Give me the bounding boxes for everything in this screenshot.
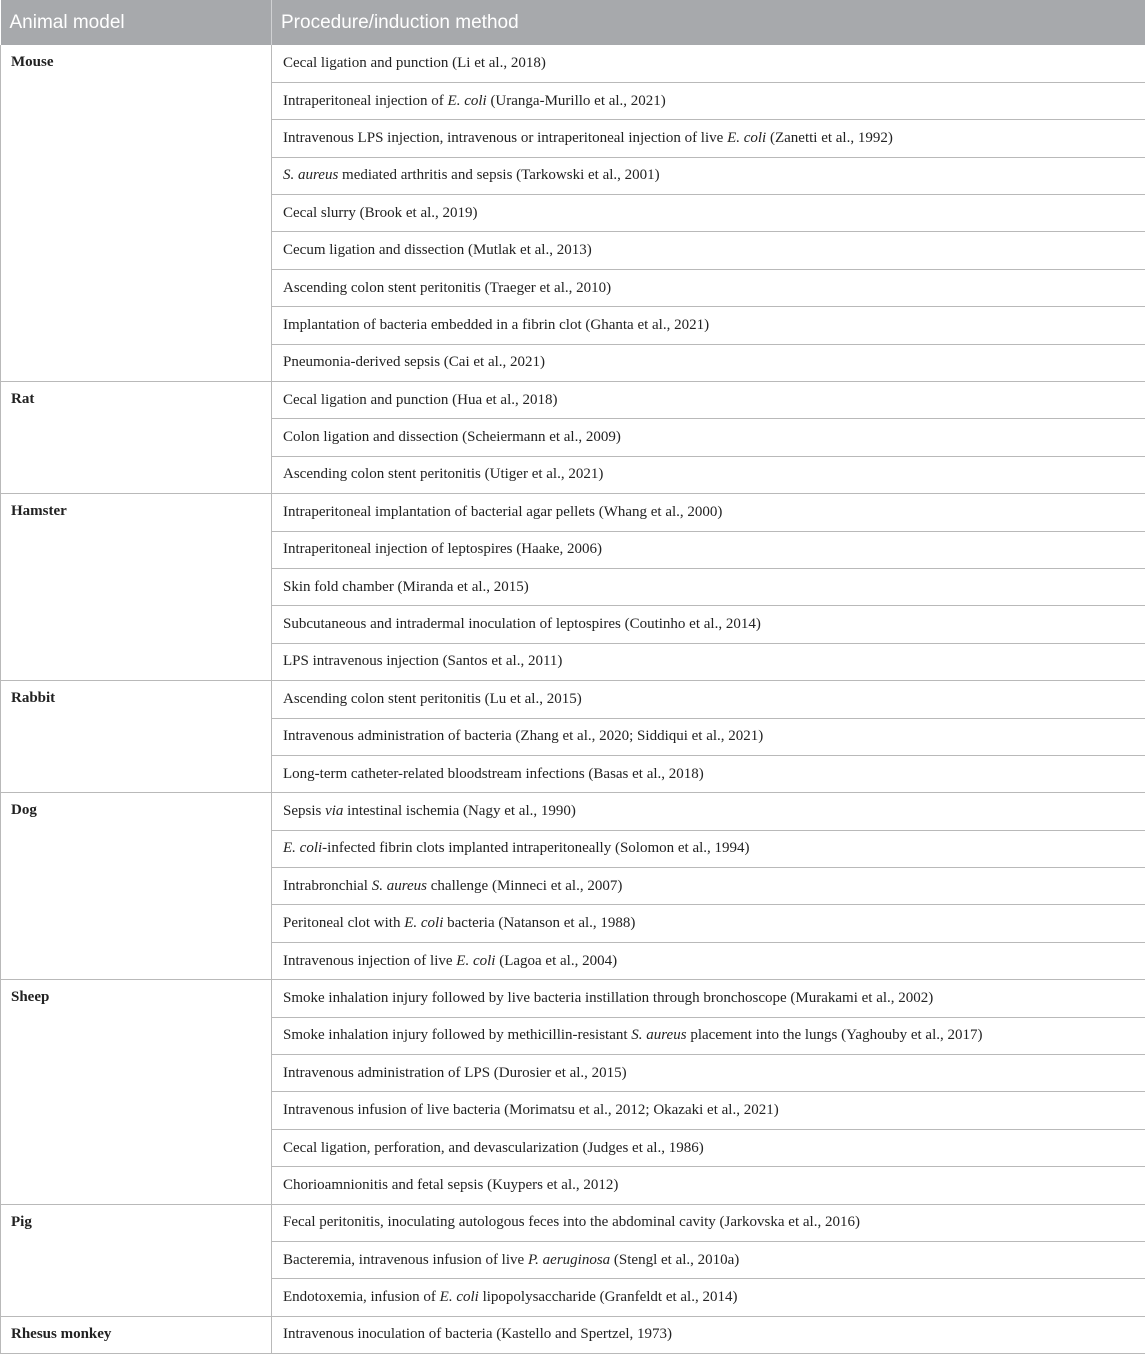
procedure-text: Intraperitoneal implantation of bacterial agar pellets (Whang et al., 2000) bbox=[283, 503, 723, 520]
procedure-text: Chorioamnionitis and fetal sepsis (Kuypers et al., 2012) bbox=[283, 1176, 619, 1193]
procedure-cell bbox=[272, 1316, 1145, 1353]
procedure-cell bbox=[272, 1167, 1145, 1204]
procedure-text: intestinal ischemia (Nagy et al., 1990) bbox=[343, 803, 576, 819]
procedure-text: mediated arthritis and sepsis (Tarkowski et al., 2001) bbox=[338, 167, 660, 184]
procedure-cell bbox=[272, 568, 1145, 605]
species-name: E. coli bbox=[727, 129, 767, 146]
procedure-text: (Stengl et al., 2010a) bbox=[610, 1251, 740, 1268]
procedure-text: Colon ligation and dissection (Scheiermann et al., 2009) bbox=[283, 429, 621, 446]
procedure-cell bbox=[272, 905, 1145, 942]
procedure-text: -infected fibrin clots implanted intraperitoneally (Solomon et al., 1994) bbox=[322, 840, 750, 857]
procedure-text: Intraperitoneal injection of leptospires (Haake, 2006) bbox=[283, 541, 603, 558]
table-row bbox=[1, 1204, 1145, 1241]
animal-model-cell: Hamster bbox=[1, 494, 272, 681]
procedure-text: Ascending colon stent peritonitis (Lu et al., 2015) bbox=[283, 690, 582, 707]
procedure-cell bbox=[272, 419, 1145, 456]
procedure-cell bbox=[272, 868, 1145, 905]
procedure-text: Smoke inhalation injury followed by live bacteria instillation through bronchoscope (Murakami et al., 2002) bbox=[283, 989, 934, 1006]
procedure-cell bbox=[272, 120, 1145, 157]
table-row bbox=[1, 1316, 1145, 1353]
species-name: via bbox=[325, 803, 344, 819]
species-name: E. coli bbox=[447, 92, 487, 109]
animal-model-cell: Dog bbox=[1, 793, 272, 980]
procedure-text: Intrabronchial bbox=[283, 877, 372, 894]
procedure-cell bbox=[272, 382, 1145, 419]
procedure-text: (Zanetti et al., 1992) bbox=[766, 129, 893, 146]
procedure-cell bbox=[272, 344, 1145, 381]
procedure-text: Fecal peritonitis, inoculating autologous feces into the abdominal cavity (Jarkovska et al., 2016) bbox=[283, 1214, 860, 1231]
procedure-cell bbox=[272, 269, 1145, 306]
procedure-text: Intravenous injection of live bbox=[283, 952, 457, 969]
species-name: E. coli bbox=[404, 915, 444, 932]
table-row bbox=[1, 494, 1145, 531]
procedure-text: Intraperitoneal injection of bbox=[283, 92, 448, 109]
procedure-text: Intravenous administration of LPS (Durosier et al., 2015) bbox=[283, 1064, 627, 1081]
procedure-text: Intravenous administration of bacteria (Zhang et al., 2020; Siddiqui et al., 2021) bbox=[283, 728, 764, 745]
procedure-cell bbox=[272, 1092, 1145, 1129]
species-name: E. coli bbox=[456, 952, 496, 969]
procedure-text: Cecal ligation, perforation, and devascularization (Judges et al., 1986) bbox=[283, 1139, 704, 1156]
procedure-text: Pneumonia-derived sepsis (Cai et al., 2021) bbox=[283, 354, 546, 371]
animal-model-cell: Rat bbox=[1, 382, 272, 494]
procedure-cell bbox=[272, 718, 1145, 755]
procedure-text: bacteria (Natanson et al., 1988) bbox=[443, 915, 636, 932]
procedure-text: Smoke inhalation injury followed by methicillin-resistant bbox=[283, 1027, 632, 1044]
table-row bbox=[1, 980, 1145, 1017]
procedure-text: Implantation of bacteria embedded in a fibrin clot (Ghanta et al., 2021) bbox=[283, 316, 710, 333]
header-row bbox=[1, 0, 1145, 45]
species-name: E. coli bbox=[283, 840, 323, 857]
procedure-cell bbox=[272, 82, 1145, 119]
procedure-text: Subcutaneous and intradermal inoculation of leptospires (Coutinho et al., 2014) bbox=[283, 616, 761, 633]
animal-model-cell: Rhesus monkey bbox=[1, 1316, 272, 1353]
procedure-cell bbox=[272, 606, 1145, 643]
procedure-cell bbox=[272, 1129, 1145, 1166]
procedure-cell bbox=[272, 456, 1145, 493]
table-row bbox=[1, 45, 1145, 82]
procedure-cell bbox=[272, 195, 1145, 232]
procedure-cell bbox=[272, 1204, 1145, 1241]
header-animal-model: Animal model bbox=[1, 0, 272, 45]
procedure-text: Bacteremia, intravenous infusion of live bbox=[283, 1251, 528, 1268]
procedure-cell bbox=[272, 1017, 1145, 1054]
procedure-text: Intravenous infusion of live bacteria (Morimatsu et al., 2012; Okazaki et al., 2021) bbox=[283, 1102, 779, 1119]
procedure-text: placement into the lungs (Yaghouby et al., 2017) bbox=[686, 1027, 983, 1044]
procedure-cell bbox=[272, 1279, 1145, 1316]
procedure-text: Ascending colon stent peritonitis (Utiger et al., 2021) bbox=[283, 466, 604, 483]
species-name: P. aeruginosa bbox=[527, 1251, 611, 1268]
table-row bbox=[1, 793, 1145, 830]
procedure-text: Cecum ligation and dissection (Mutlak et al., 2013) bbox=[283, 242, 592, 259]
procedure-text: (Uranga-Murillo et al., 2021) bbox=[486, 92, 666, 109]
species-name: S. aureus bbox=[631, 1027, 687, 1044]
animal-model-cell: Mouse bbox=[1, 45, 272, 382]
procedure-text: Long-term catheter-related bloodstream infections (Basas et al., 2018) bbox=[283, 765, 704, 782]
table-row bbox=[1, 681, 1145, 718]
procedure-cell bbox=[272, 681, 1145, 718]
procedure-cell bbox=[272, 494, 1145, 531]
species-name: E. coli bbox=[439, 1289, 479, 1306]
procedure-cell bbox=[272, 157, 1145, 194]
procedure-cell bbox=[272, 1055, 1145, 1092]
animal-model-cell: Rabbit bbox=[1, 681, 272, 793]
procedure-text: Peritoneal clot with bbox=[283, 915, 405, 932]
table-row bbox=[1, 382, 1145, 419]
procedure-text: Endotoxemia, infusion of bbox=[283, 1289, 440, 1306]
procedure-cell bbox=[272, 793, 1145, 830]
procedure-text: Intravenous LPS injection, intravenous or intraperitoneal injection of live bbox=[283, 129, 728, 146]
procedure-text: challenge (Minneci et al., 2007) bbox=[427, 877, 623, 894]
procedure-text: Intravenous inoculation of bacteria (Kastello and Spertzel, 1973) bbox=[283, 1326, 673, 1343]
procedure-text: Cecal ligation and punction (Li et al., 2018) bbox=[283, 54, 546, 71]
procedure-cell bbox=[272, 643, 1145, 680]
procedure-text: LPS intravenous injection (Santos et al., 2011) bbox=[283, 653, 563, 670]
procedure-text: (Lagoa et al., 2004) bbox=[495, 952, 618, 969]
procedure-cell bbox=[272, 1242, 1145, 1279]
species-name: S. aureus bbox=[371, 877, 427, 894]
procedure-text: lipopolysaccharide (Granfeldt et al., 2014) bbox=[478, 1289, 738, 1306]
procedure-text: Ascending colon stent peritonitis (Traeger et al., 2010) bbox=[283, 279, 612, 296]
procedure-cell bbox=[272, 942, 1145, 979]
procedure-cell bbox=[272, 45, 1145, 82]
procedure-text: Cecal ligation and punction (Hua et al., 2018) bbox=[283, 391, 558, 408]
animal-model-cell: Pig bbox=[1, 1204, 272, 1316]
procedure-cell bbox=[272, 232, 1145, 269]
species-name: S. aureus bbox=[283, 167, 339, 184]
procedure-cell bbox=[272, 980, 1145, 1017]
procedure-cell bbox=[272, 830, 1145, 867]
procedure-cell bbox=[272, 307, 1145, 344]
procedure-text: Sepsis bbox=[283, 803, 326, 819]
header-procedure: Procedure/induction method bbox=[272, 0, 1145, 45]
procedure-text: Skin fold chamber (Miranda et al., 2015) bbox=[283, 578, 529, 595]
procedure-text: Cecal slurry (Brook et al., 2019) bbox=[283, 204, 478, 221]
procedure-cell bbox=[272, 755, 1145, 792]
procedure-cell bbox=[272, 531, 1145, 568]
table-body bbox=[1, 45, 1145, 1354]
animal-model-cell: Sheep bbox=[1, 980, 272, 1204]
